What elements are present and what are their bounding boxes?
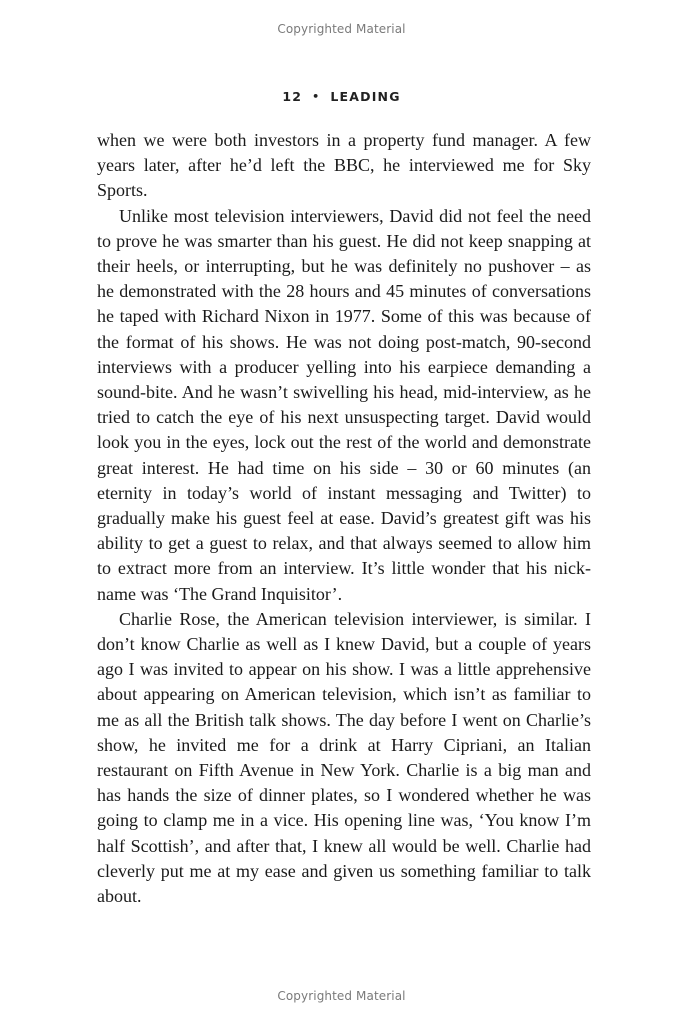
running-header [0,89,683,104]
copyright-watermark-top: Copyrighted Material [277,22,406,36]
chapter-title: LEADING [330,89,401,104]
page-body [97,128,591,909]
paragraph-david-frost: Unlike most television interviewers, David did not feel the need to prove he was smarter than his guest. He did not keep snapping at their heels, or interrupting, but he was definitely no pushover – as he demonstrated with the 28 hours and 45 minutes of conversations he taped with Richard Nixon in 1977. Some of this was because of the format of his shows. He was not doing post-match, 90-second interviews with a producer yelling into his earpiece demanding a sound-bite. And he wasn’t swivelling his head, mid-interview, as he tried to catch the eye of his next unsuspecting target. David would look you in the eyes, lock out the rest of the world and demonstrate great interest. He had time on his side – 30 or 60 minutes (an eternity in today’s world of instant messaging and Twitter) to gradually make his guest feel at ease. David’s greatest gift was his ability to get a guest to relax, and that always seemed to allow him to extract more from an interview. It’s little wonder that his nickname was ‘The Grand Inquisitor’. [97,205,591,604]
header-separator: • [312,90,321,103]
page-number: 12 [282,89,303,104]
copyright-watermark-bottom: Copyrighted Material [277,989,406,1003]
paragraph-charlie-rose: Charlie Rose, the American television interviewer, is similar. I don’t know Charlie as well as I knew David, but a couple of years ago I was invited to appear on his show. I was a little apprehensive about appearing on American television, which isn’t as familiar to me as all the British talk shows. The day before I went on Charlie’s show, he invited me for a drink at Harry Cipriani, an Italian restaurant on Fifth Avenue in New York. Charlie is a big man and has hands the size of dinner plates, so I wondered whether he was going to clamp me in a vice. His opening line was, ‘You know I’m half Scottish’, and after that, I knew all would be well. Charlie had cleverly put me at my ease and given us something familiar to talk about. [97,608,591,907]
paragraph-continued: when we were both investors in a property fund manager. A few years later, after he’d left the BBC, he interviewed me for Sky Sports. [97,130,591,201]
